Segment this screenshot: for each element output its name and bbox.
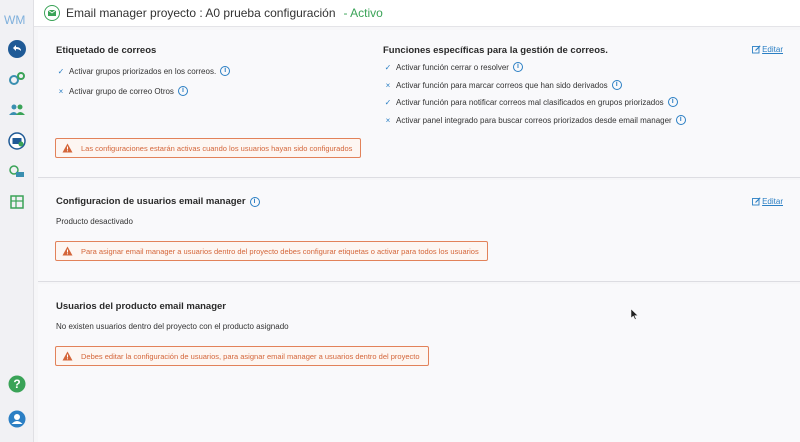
edit-tagging-button[interactable] (752, 45, 783, 54)
edit-icon (752, 197, 761, 206)
edit-label: Editar (762, 45, 783, 54)
user-profile-icon (8, 410, 26, 428)
product-users-text: No existen usuarios dentro del proyecto con el producto asignado (56, 322, 289, 331)
info-icon[interactable]: i (178, 86, 188, 96)
mouse-cursor-icon (631, 309, 639, 320)
email-manager-icon (44, 5, 60, 21)
product-users-title: Usuarios del producto email manager (56, 301, 226, 312)
table-button[interactable] (7, 192, 27, 212)
info-icon[interactable]: i (612, 80, 622, 90)
email-stats-icon (9, 165, 25, 179)
check-icon: ✓ (384, 97, 392, 107)
user-config-header (56, 196, 260, 207)
function-item (383, 62, 523, 72)
function-item (383, 80, 622, 90)
user-profile-button[interactable] (7, 409, 27, 429)
cross-icon: × (385, 80, 391, 90)
table-icon (10, 195, 24, 209)
function-item (383, 115, 686, 125)
warning-box (55, 241, 488, 261)
edit-label: Editar (762, 197, 783, 206)
user-config-section (38, 180, 800, 282)
tagging-item-label: Activar grupo de correo Otros (69, 86, 174, 96)
edit-icon (752, 45, 761, 54)
help-icon (8, 375, 26, 393)
users-button[interactable] (7, 100, 27, 120)
warning-icon (62, 246, 73, 256)
product-users-section (38, 284, 800, 442)
function-item (383, 97, 678, 107)
tagging-section (38, 30, 800, 178)
warning-text: Para asignar email manager a usuarios dentro del proyecto debes configurar etiquetas o activar para todos los usuarios (81, 246, 479, 256)
email-manager-button[interactable] (7, 131, 27, 151)
page-title: Email manager proyecto : A0 prueba configuración (66, 6, 336, 20)
info-icon[interactable]: i (513, 62, 523, 72)
settings-icon (9, 72, 25, 86)
user-config-title: Configuracion de usuarios email manager (56, 196, 246, 207)
cross-icon: × (385, 115, 391, 125)
settings-button[interactable] (7, 69, 27, 89)
wm-logo (4, 12, 30, 26)
warning-text: Las configuraciones estarán activas cuando los usuarios hayan sido configurados (81, 143, 353, 153)
function-item-label: Activar función para notificar correos mal clasificados en grupos priorizados (396, 97, 664, 107)
cross-icon: × (58, 86, 64, 96)
function-item-label: Activar función para marcar correos que han sido derivados (396, 80, 608, 90)
warning-box (55, 346, 429, 366)
svg-text:?: ? (13, 377, 21, 391)
help-button[interactable] (7, 374, 27, 394)
svg-text:WM: WM (4, 13, 26, 26)
back-icon (8, 40, 26, 58)
function-item-label: Activar panel integrado para buscar correos priorizados desde email manager (396, 115, 672, 125)
users-icon (9, 104, 25, 116)
tagging-item (56, 86, 188, 96)
info-icon[interactable]: i (220, 66, 230, 76)
page-header (34, 0, 800, 27)
check-icon: ✓ (384, 62, 392, 72)
status-badge: - Activo (343, 6, 383, 20)
info-icon[interactable]: i (676, 115, 686, 125)
info-icon[interactable]: i (250, 197, 260, 207)
tagging-item (56, 66, 230, 76)
warning-icon (62, 351, 73, 361)
email-manager-icon (8, 132, 26, 150)
check-icon: ✓ (57, 66, 65, 76)
info-icon[interactable]: i (668, 97, 678, 107)
tagging-title: Etiquetado de correos (56, 45, 157, 56)
warning-text: Debes editar la configuración de usuarios, para asignar email manager a usuarios dentro del proyecto (81, 351, 420, 361)
warning-box (55, 138, 361, 158)
function-item-label: Activar función cerrar o resolver (396, 62, 509, 72)
tagging-item-label: Activar grupos priorizados en los correos. (69, 66, 217, 76)
warning-icon (62, 143, 73, 153)
back-button[interactable] (7, 39, 27, 59)
product-status-text: Producto desactivado (56, 217, 133, 226)
email-stats-button[interactable] (7, 162, 27, 182)
sidebar (0, 0, 34, 442)
functions-title: Funciones específicas para la gestión de correos. (383, 45, 608, 56)
edit-user-config-button[interactable] (752, 197, 783, 206)
